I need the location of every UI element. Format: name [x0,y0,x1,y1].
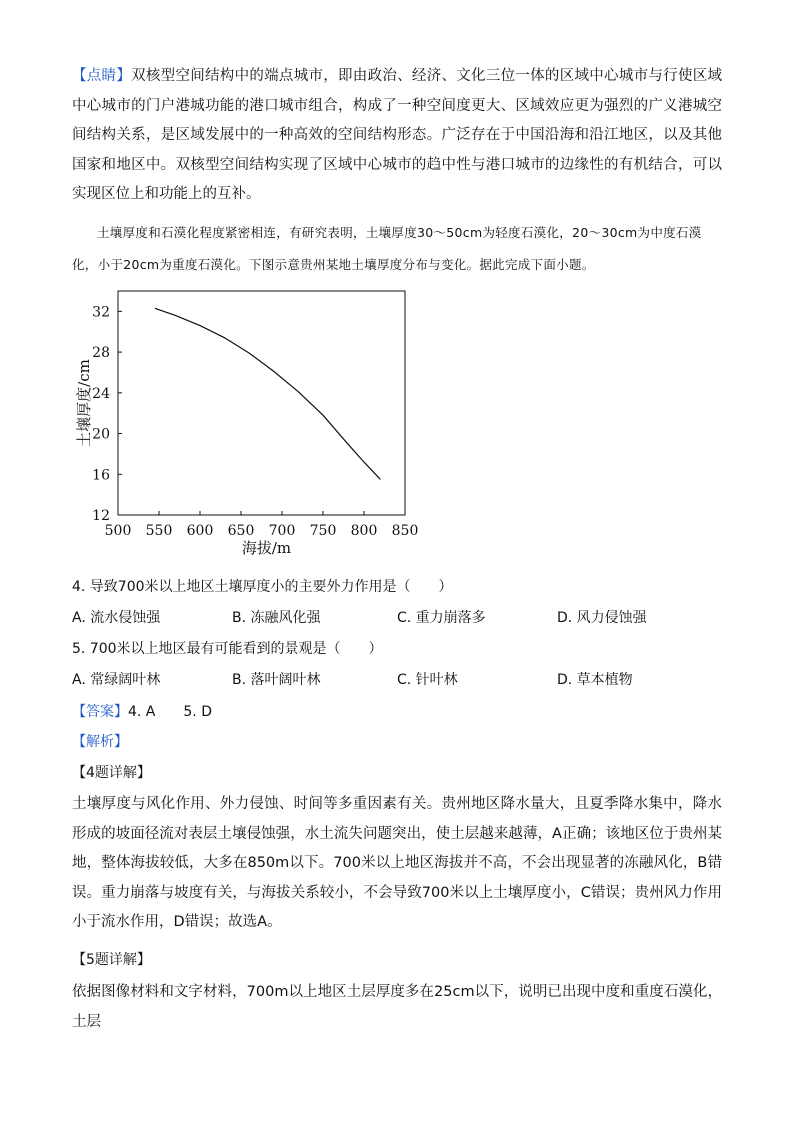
x-tick-label: 700 [268,523,296,539]
soil-thickness-line [155,308,381,479]
material-text: 土壤厚度和石漠化程度紧密相连，有研究表明，土壤厚度30～50cm为轻度石漠化，20～30cm为中度石漠化，小于20cm为重度石漠化。下图示意贵州某地土壤厚度分布与变化。据此完成下面小题。 [72,225,702,272]
x-tick-label: 550 [145,523,173,539]
y-tick-label: 16 [92,467,110,484]
question-4-option-b: B. 冻融风化强 [232,610,321,626]
answer-text: 4. A 5. D [128,704,212,720]
y-tick-label: 32 [92,304,110,321]
analysis-tag: 【解析】 [72,734,128,750]
dianjing-tag: 【点睛】 [72,68,132,84]
x-tick-label: 850 [391,523,419,539]
question-4-option-c: C. 重力崩落多 [397,610,486,626]
y-tick-label: 12 [92,508,110,524]
answer-tag: 【答案】 [72,704,128,720]
x-tick-label: 600 [186,523,214,539]
question-4-option-d: D. 风力侵蚀强 [557,610,647,626]
question-4-option-a: A. 流水侵蚀强 [72,610,161,626]
y-tick-label: 28 [92,345,110,362]
question-5-option-a: A. 常绿阔叶林 [72,672,161,688]
question-5-option-c: C. 针叶林 [397,672,458,688]
x-tick-label: 500 [104,523,132,539]
x-tick-label: 800 [350,523,378,539]
question-4-stem: 4. 导致700米以上地区土壤厚度小的主要外力作用是（ ） [72,579,453,595]
x-axis-label: 海拔/m [241,539,292,557]
answer-line [72,702,212,722]
dianjing-text: 双核型空间结构中的端点城市，即由政治、经济、文化三位一体的区域中心城市与行使区域中心城市的门户港城功能的港口城市组合，构成了一种空间度更大、区域效应更为强烈的广义港城空间结构关系，是区域发展中的一种高效的空间结构形态。广泛存在于中国沿海和沿江地区，以及其他国家和地区中。双核型空间结构实现了区域中心城市的趋中性与港口城市的边缘性的有机结合，可以实现区位上和功能上的互补。 [72,68,723,202]
y-tick-label: 24 [92,385,110,402]
q4-detail-tag: 【4题详解】 [72,765,151,781]
question-5-option-d: D. 草本植物 [557,672,633,688]
y-tick-label: 20 [92,426,110,443]
q5-detail-text: 依据图像材料和文字材料，700m以上地区土层厚度多在25cm以下，说明已出现中度和重度石漠化，土层 [72,984,722,1030]
x-tick-label: 750 [309,523,337,539]
y-axis-label: 土壤厚度/cm [75,359,93,447]
q4-detail-text: 土壤厚度与风化作用、外力侵蚀、时间等多重因素有关。贵州地区降水量大，且夏季降水集中，降水形成的坡面径流对表层土壤侵蚀强，水土流失问题突出，使土层越来越薄，A正确；该地区位于贵州某地，整体海拔较低，大多在850m以下。700米以上地区海拔并不高，不会出现显著的冻融风化，B错误。重力崩落与坡度有关，与海拔关系较小，不会导致700米以上土壤厚度小，C错误；贵州风力作用小于流水作用，D错误；故选A。 [72,796,722,930]
question-5-stem: 5. 700米以上地区最有可能看到的景观是（ ） [72,641,383,657]
q5-detail-tag: 【5题详解】 [72,952,151,968]
question-5-option-b: B. 落叶阔叶林 [232,672,321,688]
x-tick-label: 650 [227,523,255,539]
plot-frame [118,291,405,515]
